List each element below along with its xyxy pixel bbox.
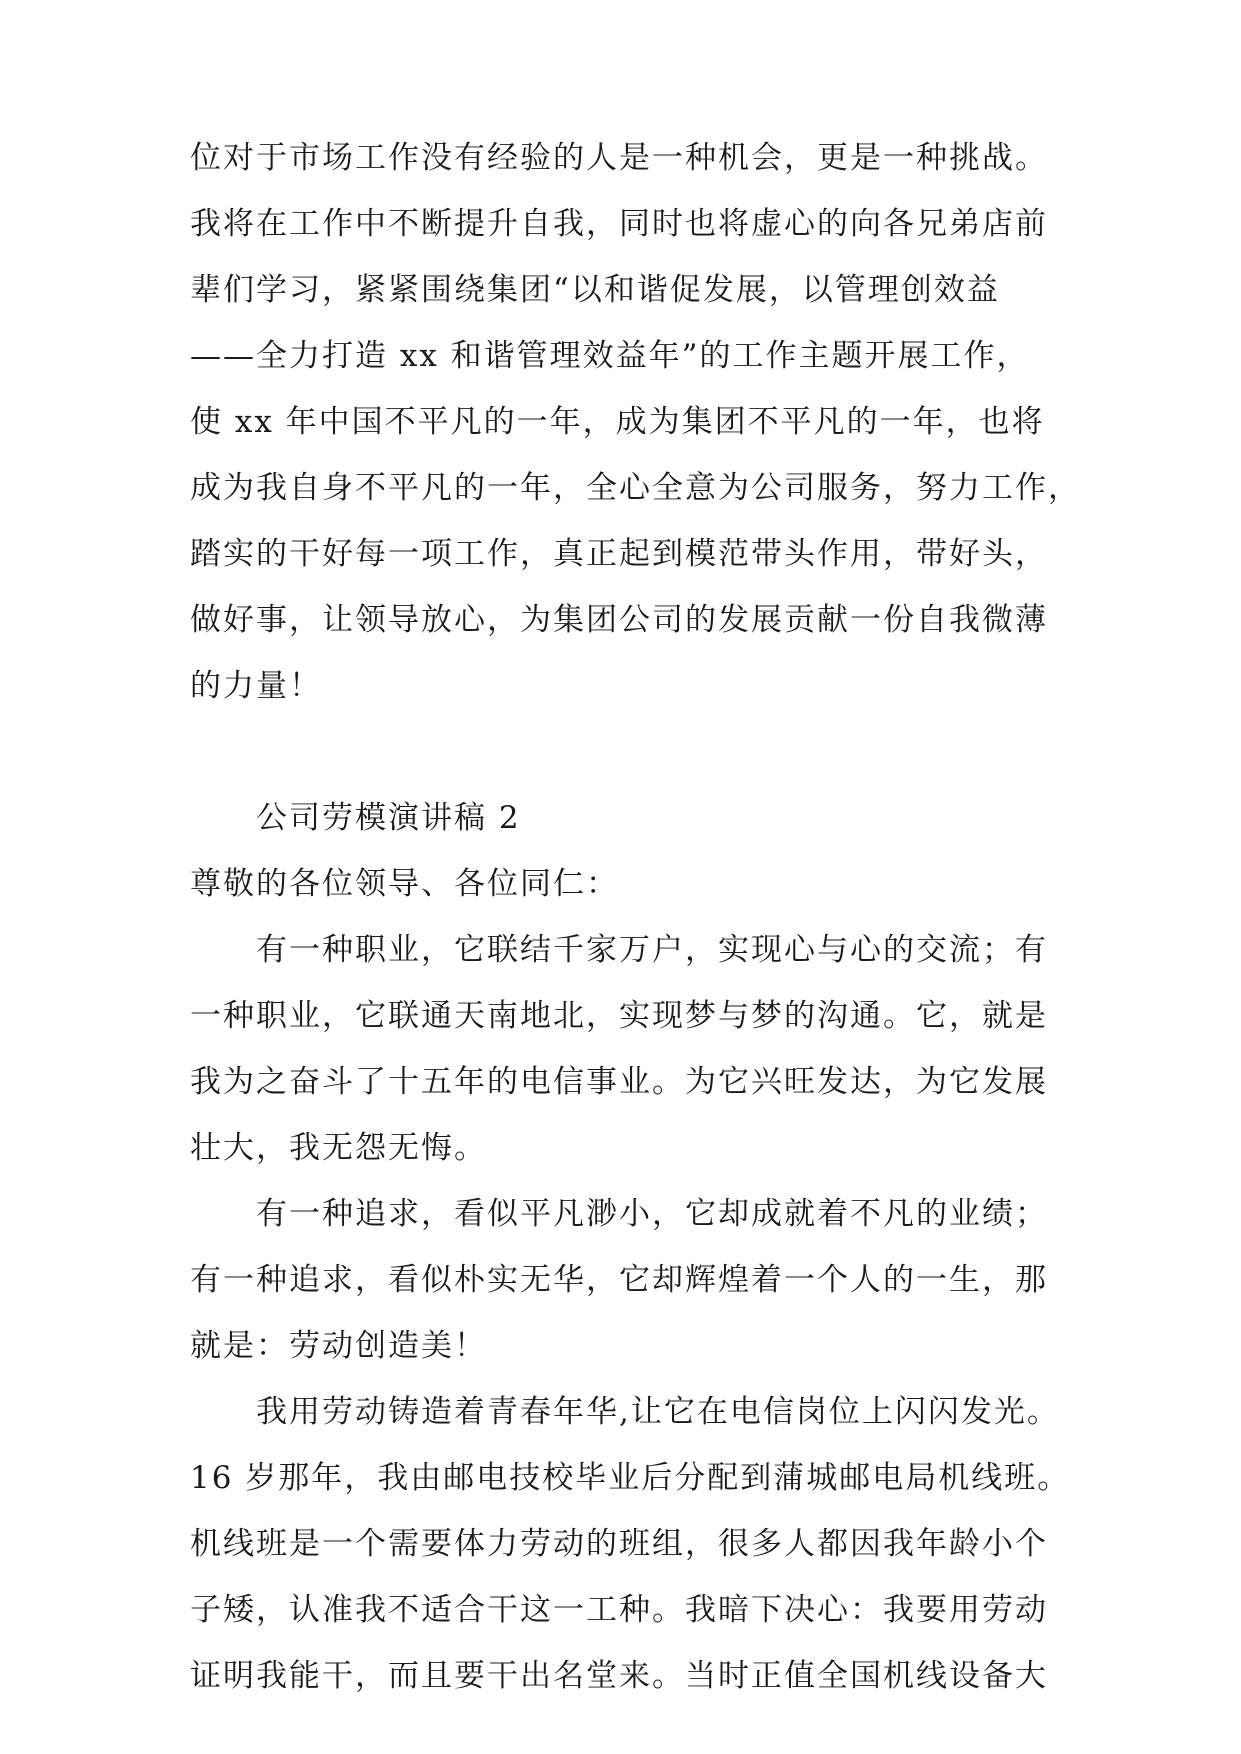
text-line: 壮大，我无怨无悔。 (190, 1130, 487, 1166)
text-line: 成为我自身不平凡的一年，全心全意为公司服务，努力工作， (190, 470, 1081, 506)
text-line: 位对于市场工作没有经验的人是一种机会，更是一种挑战。 (190, 140, 1048, 176)
text-line: 踏实的干好每一项工作，真正起到模范带头作用，带好头， (190, 536, 1048, 572)
text-line: 的力量！ (190, 668, 322, 704)
text-line: 16 岁那年，我由邮电技校毕业后分配到蒲城邮电局机线班。 (190, 1460, 1071, 1496)
text-line: 一种职业，它联通天南地北，实现梦与梦的沟通。它，就是 (190, 998, 1048, 1034)
text-line: 我用劳动铸造着青春年华,让它在电信岗位上闪闪发光。 (256, 1394, 1060, 1430)
text-line: ——全力打造 xx 和谐管理效益年”的工作主题开展工作， (190, 338, 1030, 374)
section-title: 公司劳模演讲稿 2 (256, 800, 521, 836)
text-line: 机线班是一个需要体力劳动的班组，很多人都因我年龄小个 (190, 1526, 1048, 1562)
text-line: 有一种追求，看似朴实无华，它却辉煌着一个人的一生，那 (190, 1262, 1048, 1298)
text-line: 做好事，让领导放心，为集团公司的发展贡献一份自我微薄 (190, 602, 1048, 638)
text-line: 子矮，认准我不适合干这一工种。我暗下决心：我要用劳动 (190, 1592, 1048, 1628)
text-line: 使 xx 年中国不平凡的一年，成为集团不平凡的一年，也将 (190, 404, 1045, 440)
text-line: 证明我能干，而且要干出名堂来。当时正值全国机线设备大 (190, 1658, 1048, 1694)
text-line: 有一种追求，看似平凡渺小，它却成就着不凡的业绩； (256, 1196, 1048, 1232)
text-line: 有一种职业，它联结千家万户，实现心与心的交流；有 (256, 932, 1048, 968)
salutation: 尊敬的各位领导、各位同仁： (190, 866, 619, 902)
text-line: 我为之奋斗了十五年的电信事业。为它兴旺发达，为它发展 (190, 1064, 1048, 1100)
text-line: 辈们学习，紧紧围绕集团“以和谐促发展，以管理创效益 (190, 272, 1000, 308)
text-line: 就是：劳动创造美！ (190, 1328, 487, 1364)
text-line: 我将在工作中不断提升自我，同时也将虚心的向各兄弟店前 (190, 206, 1048, 242)
